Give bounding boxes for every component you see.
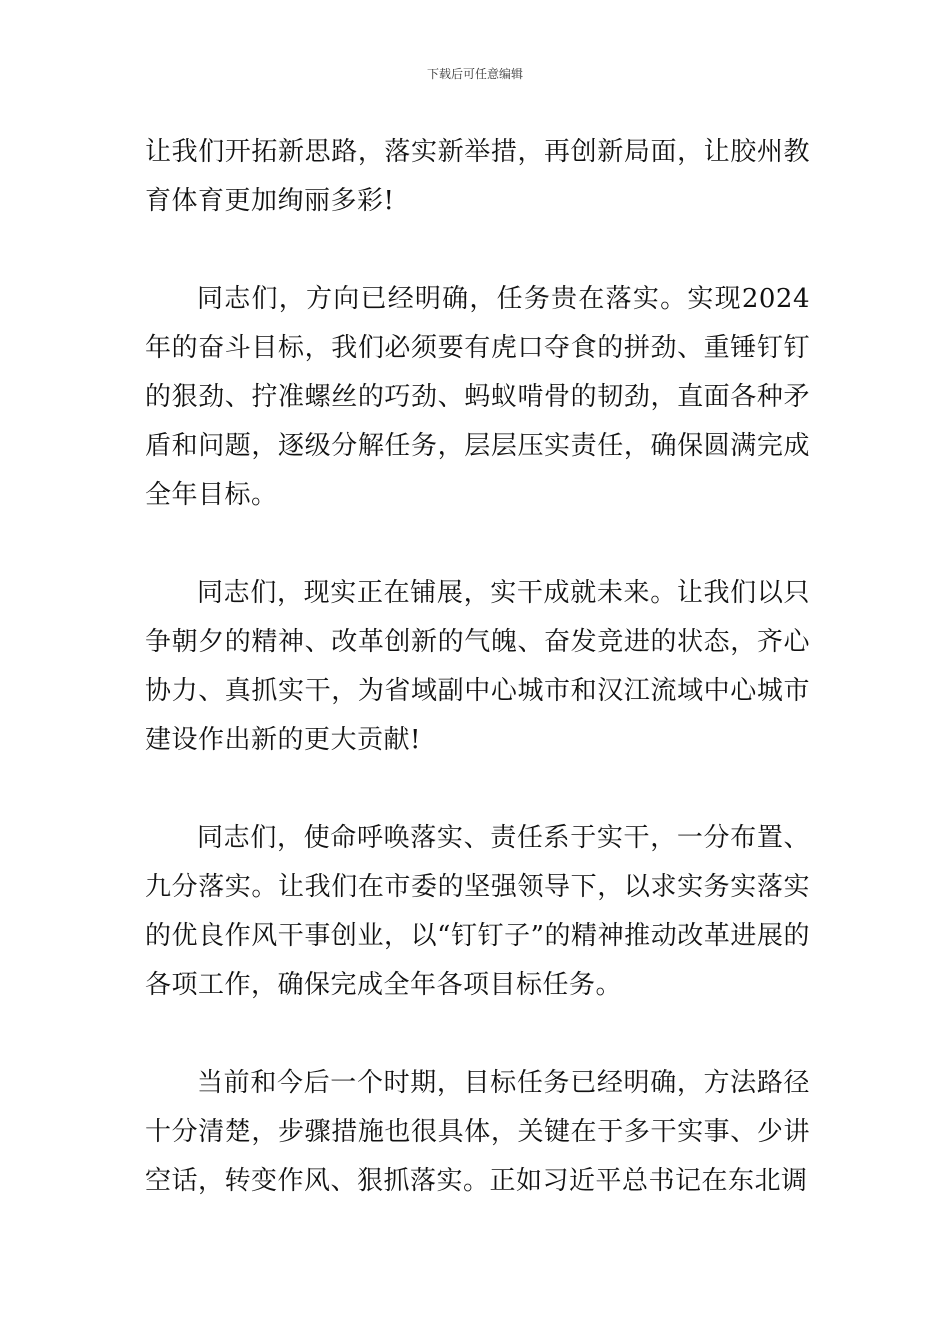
paragraph-4: 同志们，使命呼唤落实、责任系于实干，一分布置、九分落实。让我们在市委的坚强领导下，以求实务实落实的优良作风干事创业，以“钉钉子”的精神推动改革进展的各项工作，确保完成全年各项目标任务。 [145,823,810,1000]
paragraph-2: 同志们，方向已经明确，任务贵在落实。实现2024年的奋斗目标，我们必须要有虎口夺食的拼劲、重锤钉钉的狠劲、拧准螺丝的巧劲、蚂蚁啃骨的韧劲，直面各种矛盾和问题，逐级分解任务，层层压实责任，确保圆满完成全年目标。 [145,284,810,510]
paragraph-1: 让我们开拓新思路，落实新举措，再创新局面，让胶州教育体育更加绚丽多彩! [145,137,810,216]
document-body [145,128,810,1206]
page-header: 下载后可任意编辑 [426,67,523,81]
paragraph-3: 同志们，现实正在铺展，实干成就未来。让我们以只争朝夕的精神、改革创新的气魄、奋发竞进的状态，齐心协力、真抓实干，为省域副中心城市和汉江流域中心城市建设作出新的更大贡献! [145,578,810,755]
paragraph-5: 当前和今后一个时期，目标任务已经明确，方法路径十分清楚，步骤措施也很具体，关键在于多干实事、少讲空话，转变作风、狠抓落实。正如习近平总书记在东北调 [145,1068,810,1196]
